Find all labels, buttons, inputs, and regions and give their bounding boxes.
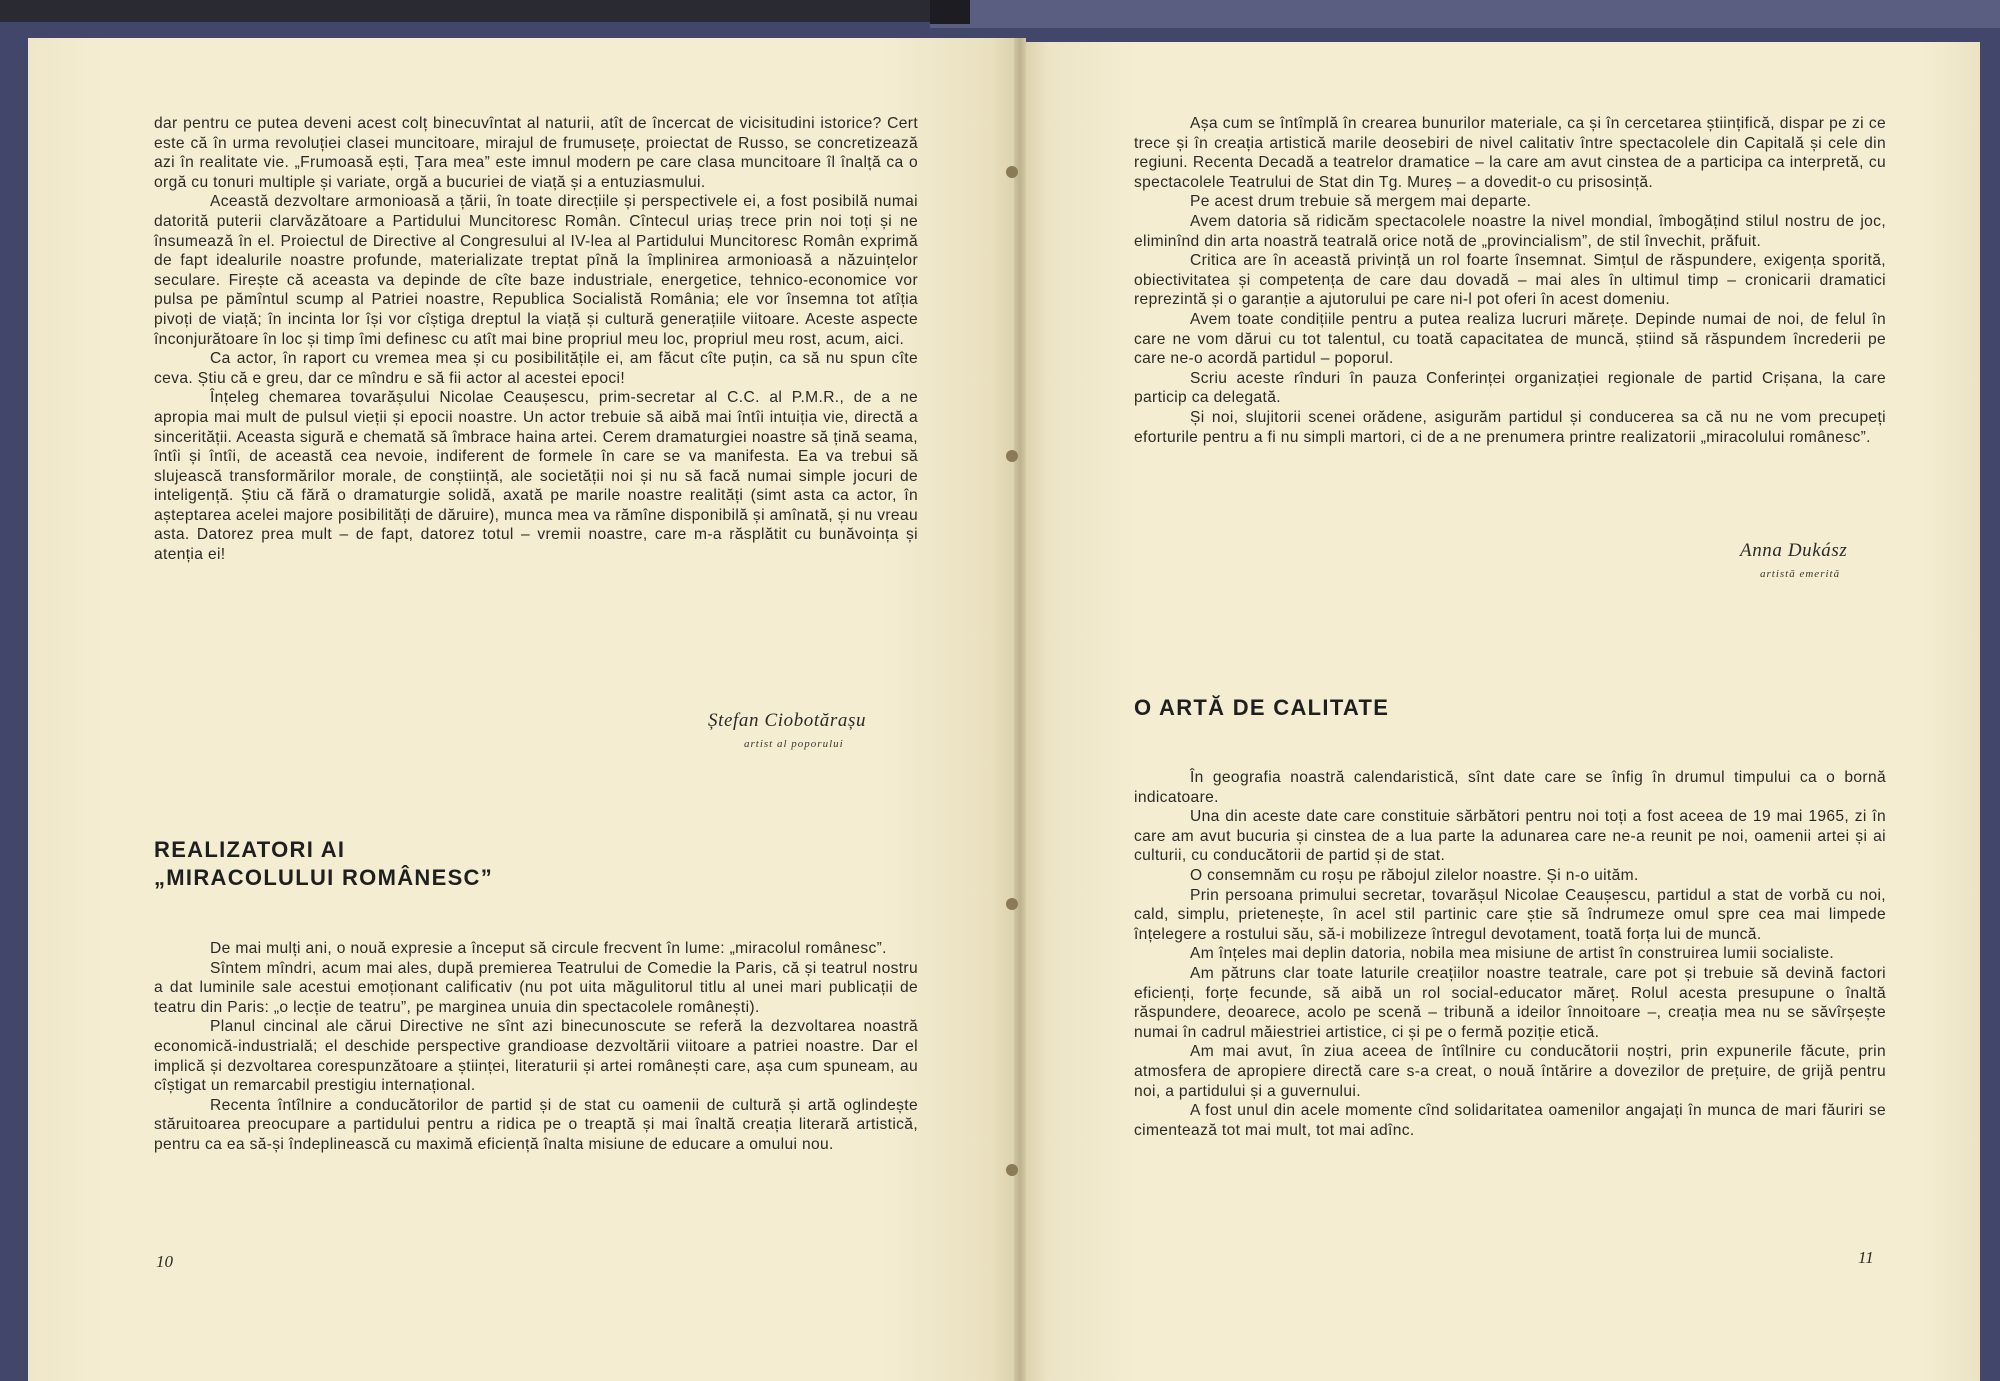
paragraph: Așa cum se întîmplă în crearea bunurilor materiale, ca și în cercetarea științifică, dispar pe zi ce trece și în creația artistică marile deosebiri de nivel calitativ între spectacolele din Capitală și cele din regiuni. Recenta Decadă a teatrelor dramatice – la care am avut cinstea de a participa ca interpretă, cu spectacolele Teatrului de Stat din Tg. Mureș – a dovedit-o cu prisosință. <box>1134 115 1886 191</box>
signature-name: Anna Dukász <box>1740 540 1848 561</box>
book-gutter <box>1014 38 1026 1381</box>
paragraph: Una din aceste date care constituie sărbători pentru noi toți a fost aceea de 19 mai 1965, zi în care am avut bucuria și cinstea de a lua parte la adunarea care ne-a reunit pe noi, oamenii artei și ai culturii, cu conducătorii de partid și de stat. <box>1134 808 1886 865</box>
paragraph: O consemnăm cu roșu pe răbojul zilelor noastre. Și n-o uităm. <box>1190 866 1639 884</box>
paragraph: În geografia noastră calendaristică, sînt date care se înfig în drumul timpului ca o bornă indicatoare. <box>1134 769 1886 806</box>
paragraph: Această dezvoltare armonioasă a țării, în toate direcțiile și perspectivele ei, a fost posibilă numai datorită puterii clarvăzătoare a Partidului Muncitoresc Român. Cîntecul uriaș trece prin noi toți și ne însumează în el. Proiectul de Directive al Congresului al IV-lea al Partidului Muncitoresc Român exprimă de fapt idealurile noastre profunde, materializate treptat pînă la împlinirea armonioasă a năzuințelor seculare. Firește că aceasta va depinde de cîte baze industriale, energetice, tehnico-economice vor pulsa pe pămîntul scump al Patriei noastre, Republica Socialistă România; ele vor însemna tot atîția pivoți de viață; în incinta lor își vor cîștiga dreptul la viață și cultură generațiile viitoare. Aceste aspecte înconjurătoare în loc și timp îmi definesc cu atît mai bine propriul meu loc, propriul meu rost, acum, aici. <box>154 193 918 348</box>
left-page <box>28 38 1020 1381</box>
right-text-column-2 <box>1134 768 1886 1140</box>
paragraph: Critica are în această privință un rol foarte însemnat. Simțul de răspundere, exigența sporită, obiectivitatea și competența de care dau dovadă – mai ales în ultimul timp – cronicarii dramatici reprezintă și o garanție a ajutorului pe care ni-l pot oferi în acest domeniu. <box>1134 252 1886 309</box>
paragraph: Planul cincinal ale cărui Directive ne sînt azi binecunoscute se referă la dezvoltarea noastră economică-industrială; el deschide perspective grandioase dezvoltării viitoare a patriei noastre. Dar el implică și dezvoltarea corespunzătoare a științei, literaturii și artei românești care, așa cum spuneam, au cîștigat un remarcabil prestigiu internațional. <box>154 1018 918 1095</box>
spine-shadow <box>930 0 970 24</box>
paragraph: Sîntem mîndri, acum mai ales, după premierea Teatrului de Comedie la Paris, că și teatrul nostru a dat luminile sale acestui emoționant calificativ (nu pot uita măgulitorul titlu al unei mari publicații de teatru din Paris: „o lecție de teatru”, pe marginea unuia din spectacolele românești). <box>154 959 918 1016</box>
cover-edge <box>930 0 2000 28</box>
page-number: 11 <box>1858 1248 1874 1267</box>
left-text-column-2 <box>154 939 918 1155</box>
signature-title: artistă emerită <box>1760 568 1841 580</box>
binding-stitch <box>1006 1164 1018 1176</box>
right-page <box>1020 42 1980 1381</box>
paragraph: dar pentru ce putea deveni acest colț binecuvîntat al naturii, atît de încercat de vicisitudini istorice? Cert este că în urma revoluției clasei muncitoare, mirajul de frumusețe, proiectat de Russo, se concretizează azi în realitate vie. „Frumoasă ești, Țara mea” este imnul modern pe care clasa muncitoare îl înalță ca o orgă cu tonuri multiple și variate, orgă a bucuriei de viață și a entuziasmului. <box>154 115 918 191</box>
paragraph: Avem datoria să ridicăm spectacolele noastre la nivel mondial, îmbogățind stilul nostru de joc, eliminînd din arta noastră teatrală orice notă de „provincialism”, de stil învechit, prăfuit. <box>1134 212 1886 250</box>
paragraph: Avem toate condițiile pentru a putea realiza lucruri mărețe. Depinde numai de noi, de felul în care ne vom dărui cu tot talentul, cu toată capacitatea de muncă, știind să răspundem încrederii pe care ne-o acordă partidul – poporul. <box>1134 310 1886 368</box>
left-text-column-1 <box>154 114 918 565</box>
right-text-column-1 <box>1134 114 1886 447</box>
section-heading-line-1: REALIZATORI AI <box>154 837 346 862</box>
page-number: 10 <box>156 1252 173 1271</box>
paragraph: De mai mulți ani, o nouă expresie a început să circule frecvent în lume: „miracolul românesc”. <box>210 940 887 957</box>
paragraph: Am înțeles mai deplin datoria, nobila mea misiune de artist în construirea lumii socialiste. <box>1190 945 1835 963</box>
paragraph: Și noi, slujitorii scenei orădene, asigurăm partidul și conducerea sa că nu ne vom precupeți eforturile pentru a fi nu simpli martori, ci de a ne prenumera printre realizatorii „miracolului românesc”. <box>1134 408 1886 446</box>
paragraph: Scriu aceste rînduri în pauza Conferinței organizației regionale de partid Crișana, la care particip ca delegată. <box>1134 369 1886 407</box>
section-heading: O ARTĂ DE CALITATE <box>1134 695 1390 720</box>
paragraph: Înțeleg chemarea tovarășului Nicolae Ceaușescu, prim-secretar al C.C. al P.M.R., de a ne apropia mai mult de pulsul vieții și epocii noastre. Un actor trebuie să aibă mai întîi intuiția vie, directă a sincerității. Aceasta sigură e chemată să îmbrace haina artei. Cerem dramaturgiei noastre să țină seama, întîi și întîi, de această cea nevoie, indiferent de formele în care se va manifesta. Ea va trebui să slujească transformărilor morale, de conștiință, ale societății noi și nu să facă numai simple jocuri de inteligență. Știu că fără o dramaturgie solidă, axată pe marile noastre realități (simt asta ca actor, în așteptarea acelei majore posibilități de dăruire), munca mea va rămîne disponibilă și amînată, și nu vreau asta. Datorez prea mult – de fapt, datorez totul – vremii noastre, care m-a răsplătit cu bunăvoința și atenția ei! <box>154 389 918 564</box>
binding-stitch <box>1006 898 1018 910</box>
binding-stitch <box>1006 166 1018 178</box>
signature-title: artist al poporului <box>744 738 844 750</box>
binding-stitch <box>1006 450 1018 462</box>
paragraph: Prin persoana primului secretar, tovarășul Nicolae Ceaușescu, partidul a stat de vorbă cu noi, cald, simplu, prietenește, în acel stil partinic care știe să îndrumeze omul spre cea mai limpede înțelegere a rostului său, să-i mobilizeze întregul devotament, toată forța lui de muncă. <box>1134 886 1886 943</box>
paragraph: Recenta întîlnire a conducătorilor de partid și de stat cu oamenii de cultură și artă oglindește stăruitoarea preocupare a partidului pentru a ridica pe o treaptă și mai înaltă creația literară artistică, pentru ca ea să-și îndeplinească cu maximă eficiență înalta misiune de educare a omului nou. <box>154 1096 918 1153</box>
section-heading-line-2: „MIRACOLULUI ROMÂNESC” <box>154 865 494 890</box>
paragraph: A fost unul din acele momente cînd solidaritatea oamenilor angajați în munca de mari făuriri se cimentează tot mai mult, tot mai adînc. <box>1134 1102 1886 1139</box>
paragraph: Am pătruns clar toate laturile creațiilor noastre teatrale, care pot și trebuie să devină factori eficienți, forțe fecunde, să aibă un rol social-educator măreț. Rolul acesta presupune o înaltă răspundere, deoarece, acolo pe scenă – tribună a ideilor înnoitoare –, creația mea nu se săvîrșește numai în cadrul măiestriei artistice, ci și pe o fermă poziție etică. <box>1134 964 1886 1041</box>
paragraph: Pe acest drum trebuie să mergem mai departe. <box>1190 193 1532 211</box>
paragraph: Am mai avut, în ziua aceea de întîlnire cu conducătorii noștri, prin expunerile făcute, prin atmosfera de apropiere directă care s-a creat, o nouă întărire a dovezilor de prețuire, de grijă pentru noi, a partidului și a guvernului. <box>1134 1043 1886 1100</box>
paragraph: Ca actor, în raport cu vremea mea și cu posibilitățile ei, am făcut cîte puțin, ca să nu spun cîte ceva. Știu că e greu, dar ce mîndru e să fii actor al acestei epoci! <box>154 350 918 387</box>
signature-name: Ștefan Ciobotărașu <box>708 710 867 731</box>
